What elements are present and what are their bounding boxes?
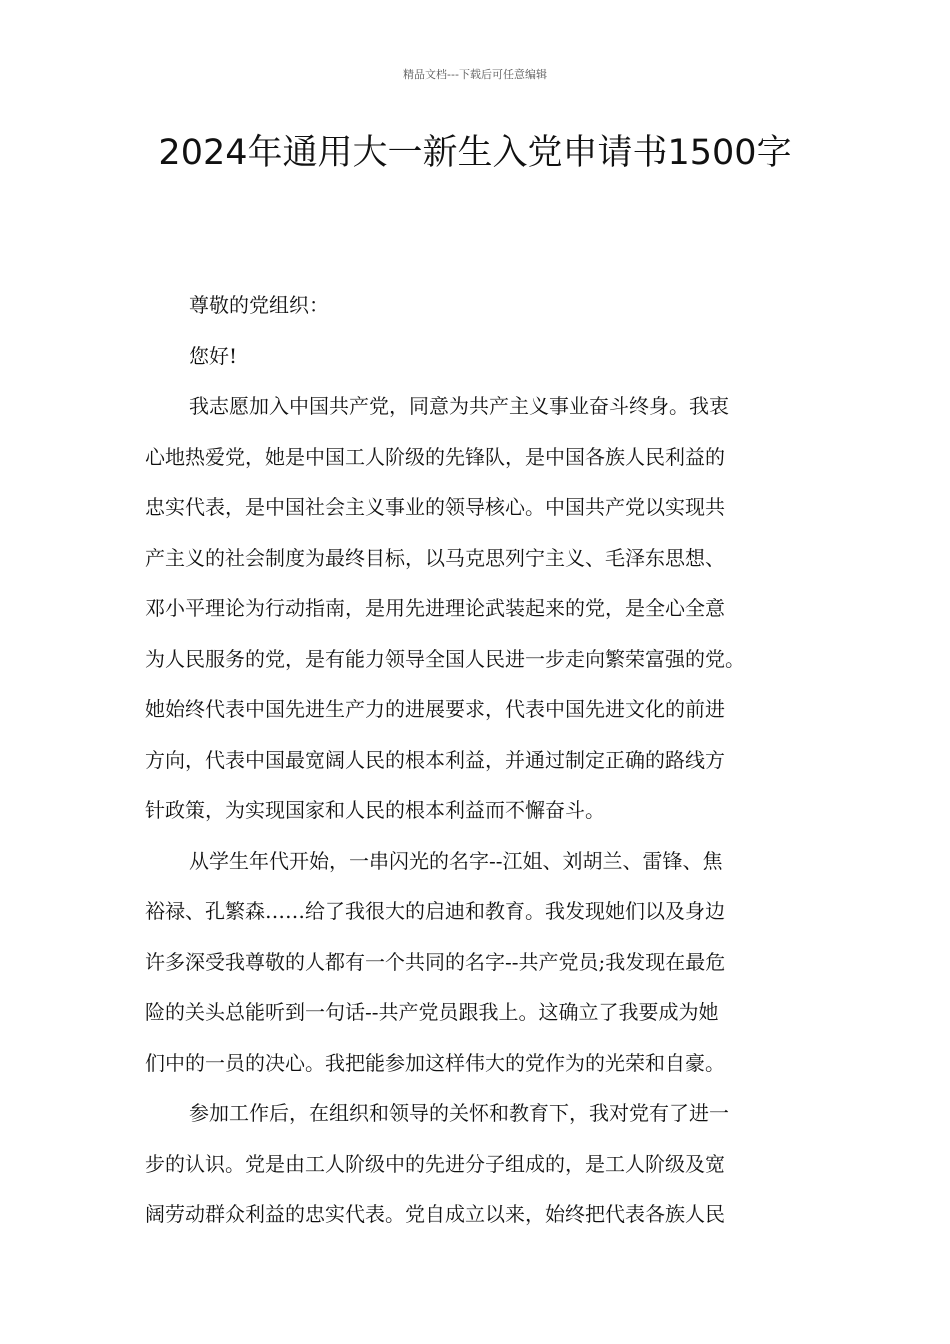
text-line: 心地热爱党，她是中国工人阶级的先锋队，是中国各族人民利益的 <box>145 444 725 469</box>
text-line: 尊敬的党组织： <box>189 293 329 317</box>
text-line: 针政策，为实现国家和人民的根本利益而不懈奋斗。 <box>145 798 605 822</box>
text-line: 忠实代表，是中国社会主义事业的领导核心。中国共产党以实现共 <box>145 495 725 519</box>
text-line: 邓小平理论为行动指南，是用先进理论武装起来的党，是全心全意 <box>145 596 725 620</box>
document-title: 2024年通用大一新生入党申请书1500字 <box>158 133 792 173</box>
text-line: 许多深受我尊敬的人都有一个共同的名字--共产党员;我发现在最危 <box>145 949 726 974</box>
text-line: 步的认识。党是由工人阶级中的先进分子组成的，是工人阶级及宽 <box>145 1151 725 1176</box>
text-line: 险的关头总能听到一句话--共产党员跟我上。这确立了我要成为她 <box>145 1000 719 1024</box>
text-line: 从学生年代开始，一串闪光的名字--江姐、刘胡兰、雷锋、焦 <box>189 848 723 873</box>
document-body <box>145 280 805 1240</box>
text-line: 您好! <box>189 343 238 368</box>
text-line: 阔劳动群众利益的忠实代表。党自成立以来，始终把代表各族人民 <box>145 1202 725 1226</box>
text-line: 裕禄、孔繁森……给了我很大的启迪和教育。我发现她们以及身边 <box>145 899 725 923</box>
text-line: 我志愿加入中国共产党，同意为共产主义事业奋斗终身。我衷 <box>189 394 729 418</box>
text-line: 产主义的社会制度为最终目标，以马克思列宁主义、毛泽东思想、 <box>145 545 725 570</box>
text-line: 们中的一员的决心。我把能参加这样伟大的党作为的光荣和自豪。 <box>145 1050 725 1075</box>
text-line: 方向，代表中国最宽阔人民的根本利益，并通过制定正确的路线方 <box>145 747 725 772</box>
header-note: 精品文档---下载后可任意编辑 <box>403 68 547 81</box>
text-line: 为人民服务的党，是有能力领导全国人民进一步走向繁荣富强的党。 <box>145 646 745 671</box>
text-line: 参加工作后，在组织和领导的关怀和教育下，我对党有了进一 <box>189 1101 729 1125</box>
text-line: 她始终代表中国先进生产力的进展要求，代表中国先进文化的前进 <box>145 697 725 721</box>
